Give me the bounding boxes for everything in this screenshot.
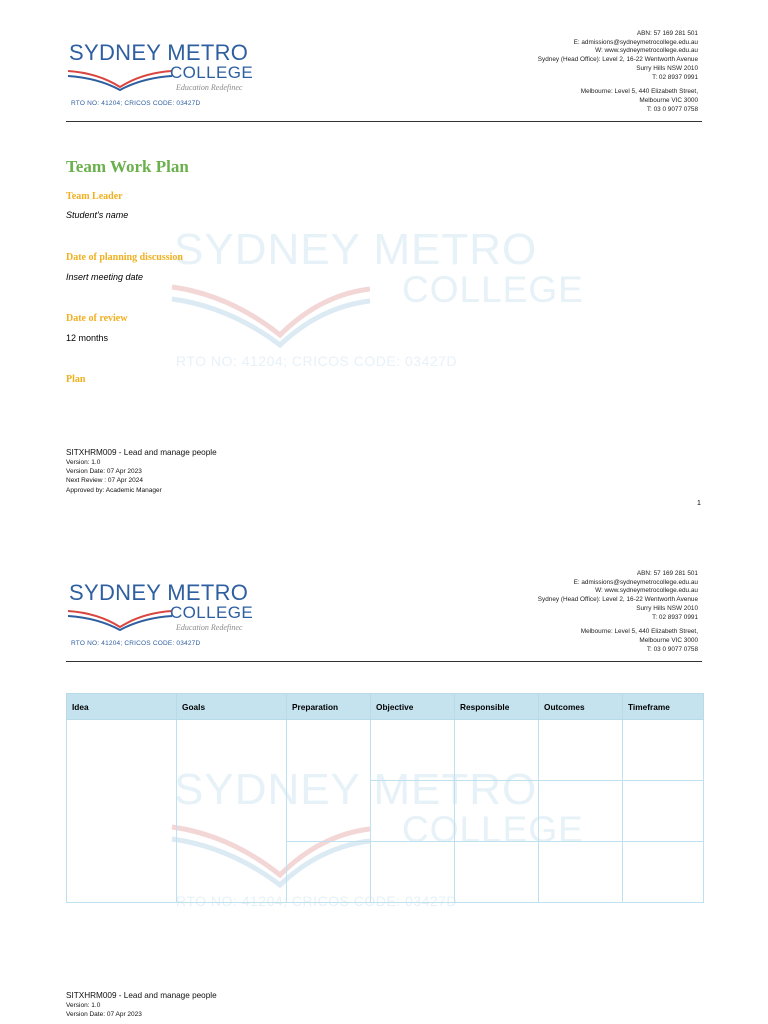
college-logo: SYDNEY METRO COLLEGE Education Redefinec — [69, 580, 254, 632]
page-title: Team Work Plan — [66, 157, 189, 176]
goals-cell[interactable] — [177, 720, 287, 903]
column-header-objective: Objective — [371, 694, 455, 720]
watermark-swoosh-icon — [170, 275, 370, 355]
timeframe-cell[interactable] — [623, 842, 704, 903]
timeframe-cell[interactable] — [623, 781, 704, 842]
idea-cell[interactable] — [67, 720, 177, 903]
outcomes-cell[interactable] — [539, 781, 623, 842]
contact-details: ABN: 57 169 281 501 E: admissions@sydneymetrocollege.edu.au W: www.sydneymetrocollege.edu.au Sydney (Head Office): Level 2, 16-22 Wentworth Avenue Surry Hills NSW 2010 T: 02 8937 0991 Melbourne: Level 5, 440 Elizabeth Street, Melbourne VIC 3000 T: 03 0 9077 0758 — [537, 570, 698, 653]
contact-details: ABN: 57 169 281 501 E: admissions@sydneymetrocollege.edu.au W: www.sydneymetrocollege.edu.au Sydney (Head Office): Level 2, 16-22 Wentworth Avenue Surry Hills NSW 2010 T: 02 8937 0991 Melbourne: Level 5, 440 Elizabeth Street, Melbourne VIC 3000 T: 03 0 9077 0758 — [537, 30, 698, 113]
team-plan-table — [66, 693, 704, 903]
outcomes-cell[interactable] — [539, 720, 623, 781]
column-header-goals: Goals — [177, 694, 287, 720]
rto-cricos-code: RTO NO: 41204; CRICOS CODE: 03427D — [71, 640, 201, 647]
document-footer: SITXHRM009 - Lead and manage people Version: 1.0 Version Date: 07 Apr 2023 — [66, 991, 217, 1019]
column-header-timeframe: Timeframe — [623, 694, 704, 720]
preparation-cell[interactable] — [287, 842, 371, 903]
column-header-outcomes: Outcomes — [539, 694, 623, 720]
column-header-responsible: Responsible — [455, 694, 539, 720]
objective-cell[interactable] — [371, 781, 455, 842]
college-logo: SYDNEY METRO COLLEGE Education Redefinec — [69, 40, 254, 92]
header-divider — [66, 121, 702, 122]
responsible-cell[interactable] — [455, 842, 539, 903]
column-header-idea: Idea — [67, 694, 177, 720]
college-watermark: SYDNEY METRO COLLEGE RTO NO: 41204; CRICOS CODE: 03427D — [170, 225, 610, 385]
header-divider — [66, 661, 702, 662]
page-number: 1 — [697, 500, 701, 507]
team-leader-value[interactable]: Student's name — [66, 210, 129, 220]
logo-swoosh-icon — [68, 607, 172, 631]
preparation-cell[interactable] — [287, 720, 371, 842]
document-footer: SITXHRM009 - Lead and manage people Version: 1.0 Version Date: 07 Apr 2023 Next Review : 07 Apr 2024 Approved by: Academic Manager — [66, 448, 217, 494]
outcomes-cell[interactable] — [539, 842, 623, 903]
objective-cell[interactable] — [371, 842, 455, 903]
table-header-row — [67, 694, 704, 720]
review-date-label: Date of review — [66, 313, 128, 324]
rto-cricos-code: RTO NO: 41204; CRICOS CODE: 03427D — [71, 100, 201, 107]
table-row — [67, 720, 704, 781]
team-leader-label: Team Leader — [66, 191, 123, 202]
objective-cell[interactable] — [371, 720, 455, 781]
planning-date-label: Date of planning discussion — [66, 252, 183, 263]
plan-label: Plan — [66, 374, 86, 385]
document-page-2 — [0, 540, 768, 1024]
timeframe-cell[interactable] — [623, 720, 704, 781]
college-watermark: SYDNEY METRO COLLEGE RTO NO: 41204; CRICOS CODE: 03427D — [170, 765, 610, 925]
planning-date-value[interactable]: Insert meeting date — [66, 272, 144, 282]
review-date-value[interactable]: 12 months — [66, 333, 109, 343]
logo-swoosh-icon — [68, 67, 172, 91]
column-header-preparation: Preparation — [287, 694, 371, 720]
responsible-cell[interactable] — [455, 781, 539, 842]
responsible-cell[interactable] — [455, 720, 539, 781]
